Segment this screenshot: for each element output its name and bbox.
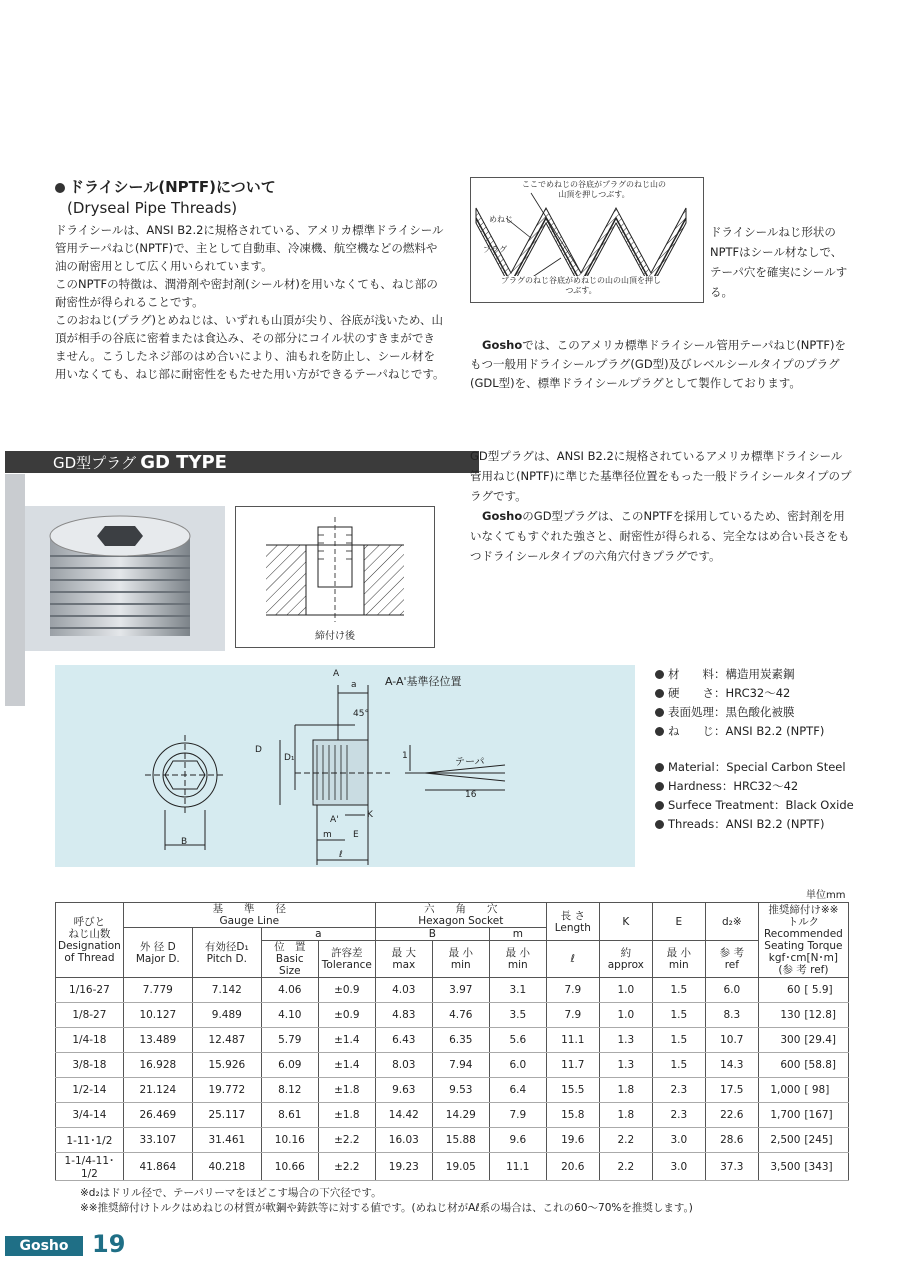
intro-subtitle: (Dryseal Pipe Threads) — [67, 199, 238, 217]
table-cell: 7.9 — [489, 1103, 546, 1128]
bullet-icon — [655, 782, 664, 791]
table-cell: 2.3 — [652, 1078, 705, 1103]
spec-row: Threads：ANSI B2.2 (NPTF) — [655, 815, 875, 834]
table-cell: 1.0 — [599, 978, 652, 1003]
side-bar — [5, 474, 25, 706]
table-cell: 15.8 — [546, 1103, 599, 1128]
table-cell: 3,500 — [758, 1153, 802, 1181]
table-cell: 1.8 — [599, 1078, 652, 1103]
table-cell: ±1.8 — [318, 1103, 375, 1128]
spec-table — [55, 902, 849, 1181]
drawing-title: A-A'基準径位置 — [385, 675, 462, 688]
table-cell: 19.6 — [546, 1128, 599, 1153]
table-cell: 40.218 — [192, 1153, 261, 1181]
table-cell: 2.3 — [652, 1103, 705, 1128]
bullet-icon — [655, 689, 664, 698]
gosho-paragraph-1: Goshoでは、このアメリカ標準ドライシール管用テーパねじ(NPTF)をもつ一般用ドライシールプラグ(GD型)及びレベルシールタイプのプラグ(GDL型)を、標準ドライシールプラグとして製作しております。 — [470, 338, 846, 390]
drawing-label-a2: A' — [330, 815, 339, 825]
table-cell: 6.35 — [432, 1028, 489, 1053]
table-cell: 19.05 — [432, 1153, 489, 1181]
table-cell: 20.6 — [546, 1153, 599, 1181]
table-row — [56, 1003, 849, 1028]
table-cell: 9.6 — [489, 1128, 546, 1153]
notes — [80, 1186, 850, 1216]
intro-paragraph: このNPTFの特徴は、潤滑剤や密封剤(シール材)を用いなくても、ねじ部の耐密性が得られることです。 — [55, 277, 438, 309]
table-cell: 1.8 — [599, 1103, 652, 1128]
note-line: ※d₂はドリル径で、テーパリーマをほどこす場合の下穴径です。 — [80, 1187, 382, 1199]
drawing-label-a: A — [333, 669, 340, 679]
table-cell: 11.7 — [546, 1053, 599, 1078]
specs-jp — [655, 665, 865, 741]
gd-paragraph: GD型プラグは、ANSI B2.2に規格されているアメリカ標準ドライシール管用ねじ(NPTF)に準じた基準径位置をもった一般ドライシールタイプのプラグです。 GoshoのGD型プラグは、このNPTFを採用しているため、密封剤を用いなくてもすぐれた強さと、耐密性が得られる、完全なはめ合い長さをもつドライシールタイプの六角穴付きプラグです。 — [470, 449, 852, 563]
th-torque: 推奨締付け※※ トルク Recommended Seating Torque kgf･cm[N･m] (参 考 ref) — [758, 903, 848, 978]
table-cell: 15.5 — [546, 1078, 599, 1103]
th-k: K — [599, 903, 652, 941]
th-d2ref: 参 考 ref — [705, 941, 758, 978]
table-cell-designation: 1/4-18 — [56, 1028, 124, 1053]
table-cell: 1.0 — [599, 1003, 652, 1028]
table-cell: 7.779 — [123, 978, 192, 1003]
section-caption: 締付け後 — [315, 631, 355, 642]
specs-en — [655, 758, 875, 834]
table-cell-designation: 1-11･1/2 — [56, 1128, 124, 1153]
table-cell: 130 — [758, 1003, 802, 1028]
drawing-label-l: ℓ — [339, 850, 343, 860]
table-cell: 37.3 — [705, 1153, 758, 1181]
drawing-label-1: 1 — [402, 751, 408, 761]
table-cell: 4.83 — [375, 1003, 432, 1028]
th-l: ℓ — [546, 941, 599, 978]
th-bmax: 最 大 max — [375, 941, 432, 978]
table-cell: 2,500 — [758, 1128, 802, 1153]
th-major: 外 径 D Major D. — [123, 928, 192, 978]
table-cell: 1.5 — [652, 1053, 705, 1078]
table-cell: 7.142 — [192, 978, 261, 1003]
table-cell: 16.03 — [375, 1128, 432, 1153]
spec-row: Hardness：HRC32〜42 — [655, 777, 875, 796]
gd-band-en: GD TYPE — [140, 451, 227, 473]
table-cell-designation: 3/8-18 — [56, 1053, 124, 1078]
table-cell: [245] — [802, 1128, 848, 1153]
dimension-drawing — [55, 665, 635, 867]
table-cell: 9.489 — [192, 1003, 261, 1028]
table-cell: 17.5 — [705, 1078, 758, 1103]
unit-label: 単位mm — [806, 890, 846, 901]
table-cell-designation: 1-1/4-11･1/2 — [56, 1153, 124, 1181]
page-number: 19 — [92, 1230, 126, 1258]
table-cell: 15.926 — [192, 1053, 261, 1078]
table-cell: 1,000 — [758, 1078, 802, 1103]
table-cell: 4.10 — [261, 1003, 318, 1028]
th-m: m — [489, 928, 546, 941]
table-cell: [29.4] — [802, 1028, 848, 1053]
bullet-icon — [655, 708, 664, 717]
drawing-label-angle: 45° — [353, 709, 369, 719]
th-pos: 位 置 Basic Size — [261, 941, 318, 978]
table-cell: 2.2 — [599, 1128, 652, 1153]
plug-photo — [25, 506, 225, 651]
plug-photo-illustration — [25, 506, 225, 651]
bullet-icon — [655, 820, 664, 829]
table-cell: [ 98] — [802, 1078, 848, 1103]
table-cell: 21.124 — [123, 1078, 192, 1103]
table-cell: 10.7 — [705, 1028, 758, 1053]
table-cell: 9.63 — [375, 1078, 432, 1103]
table-cell: 33.107 — [123, 1128, 192, 1153]
table-row — [56, 1103, 849, 1128]
table-cell: 22.6 — [705, 1103, 758, 1128]
table-cell: 15.88 — [432, 1128, 489, 1153]
drawing-label-taper: テーパ — [455, 757, 485, 768]
brand-gosho: Gosho — [482, 509, 523, 523]
table-cell: 25.117 — [192, 1103, 261, 1128]
table-cell: 6.0 — [705, 978, 758, 1003]
table-cell: 11.1 — [489, 1153, 546, 1181]
table-cell: 1.5 — [652, 978, 705, 1003]
th-tol: 許容差 Tolerance — [318, 941, 375, 978]
table-cell: ±1.4 — [318, 1053, 375, 1078]
table-cell: 6.09 — [261, 1053, 318, 1078]
spec-row: Surfece Treatment：Black Oxide — [655, 796, 875, 815]
table-cell: ±1.4 — [318, 1028, 375, 1053]
th-kapprox: 約 approx — [599, 941, 652, 978]
table-cell: 8.12 — [261, 1078, 318, 1103]
intro-title: ドライシール(NPTF)について — [55, 176, 445, 197]
table-cell: 3.1 — [489, 978, 546, 1003]
bullet-icon — [55, 183, 65, 193]
section-drawing — [236, 507, 434, 647]
table-cell: 9.53 — [432, 1078, 489, 1103]
table-cell: 26.469 — [123, 1103, 192, 1128]
note-line: ※※推奨締付けトルクはめねじの材質が軟鋼や鋳鉄等に対する値です。(めねじ材がAℓ系の場合は、これの60〜70%を推奨します。) — [80, 1202, 693, 1214]
table-cell: 3.5 — [489, 1003, 546, 1028]
bullet-icon — [655, 801, 664, 810]
table-cell: 1.3 — [599, 1028, 652, 1053]
table-cell: ±0.9 — [318, 978, 375, 1003]
spec-row: 表面処理：黒色酸化被膜 — [655, 703, 865, 722]
brand-gosho: Gosho — [482, 338, 523, 352]
table-cell: 7.9 — [546, 978, 599, 1003]
intro-paragraph: ドライシールは、ANSI B2.2に規格されている、アメリカ標準ドライシール管用テーパねじ(NPTF)で、主として自動車、冷凍機、航空機などの燃料や油の耐密用として広く用いられています。 — [55, 223, 444, 273]
table-cell: 3.97 — [432, 978, 489, 1003]
table-cell: ±2.2 — [318, 1128, 375, 1153]
th-e: E — [652, 903, 705, 941]
thread-side-text: ドライシールねじ形状のNPTFはシール材なしで、テーパ穴を確実にシールする。 — [710, 225, 848, 299]
table-cell: 31.461 — [192, 1128, 261, 1153]
drawing-label-sa: a — [351, 680, 357, 690]
drawing-label-b: B — [181, 837, 188, 847]
table-row — [56, 978, 849, 1003]
table-cell: ±2.2 — [318, 1153, 375, 1181]
table-cell: 8.3 — [705, 1003, 758, 1028]
table-cell: 11.1 — [546, 1028, 599, 1053]
bullet-icon — [655, 670, 664, 679]
table-cell: 14.29 — [432, 1103, 489, 1128]
bullet-icon — [655, 727, 664, 736]
table-cell: 14.42 — [375, 1103, 432, 1128]
table-cell: 5.6 — [489, 1028, 546, 1053]
table-cell: [58.8] — [802, 1053, 848, 1078]
thread-label-top: ここでめねじの谷底がプラグのねじ山の山頂を押しつぶす。 — [522, 180, 666, 199]
table-cell: 41.864 — [123, 1153, 192, 1181]
table-cell: 10.66 — [261, 1153, 318, 1181]
table-cell: [343] — [802, 1153, 848, 1181]
drawing-label-d: D — [255, 745, 262, 755]
table-cell: 1,700 — [758, 1103, 802, 1128]
footer-brand: Gosho — [5, 1236, 83, 1256]
table-cell: 10.16 — [261, 1128, 318, 1153]
table-cell: 28.6 — [705, 1128, 758, 1153]
gd-band-jp: GD型プラグ — [53, 453, 137, 472]
th-a: a — [261, 928, 375, 941]
table-cell: 16.928 — [123, 1053, 192, 1078]
table-cell: 14.3 — [705, 1053, 758, 1078]
table-cell: 60 — [758, 978, 802, 1003]
table-cell: 7.94 — [432, 1053, 489, 1078]
table-row — [56, 1153, 849, 1181]
table-cell: 4.06 — [261, 978, 318, 1003]
table-cell: 19.23 — [375, 1153, 432, 1181]
drawing-label-m: m — [323, 830, 332, 840]
table-cell: 2.2 — [599, 1153, 652, 1181]
drawing-label-16: 16 — [465, 790, 477, 800]
thread-label-plug: プラグ — [483, 245, 507, 254]
table-row — [56, 1028, 849, 1053]
section-figure — [235, 506, 435, 648]
drawing-label-e: E — [353, 830, 359, 840]
table-cell: [ 5.9] — [802, 978, 848, 1003]
thread-figure — [470, 177, 704, 303]
table-cell: ±1.8 — [318, 1078, 375, 1103]
table-cell: 600 — [758, 1053, 802, 1078]
th-hex: 六 角 穴 Hexagon Socket — [375, 903, 546, 928]
thread-label-bottom: プラグのねじ谷底がめねじの山の山頂を押しつぶす。 — [501, 276, 661, 295]
intro-body — [55, 221, 445, 383]
table-cell-designation: 1/2-14 — [56, 1078, 124, 1103]
intro-paragraph: このおねじ(プラグ)とめねじは、いずれも山頂が尖り、谷底が浅いため、山頂が相手の谷底に密着または食込み、その部分にコイル状のすきまができません。こうしたネジ部のはめ合いにより、油もれを防止し、シール材を用いなくても、ねじ部に耐密性をもたせた用い方ができるテーパねじです。 — [55, 313, 445, 381]
table-cell: 13.489 — [123, 1028, 192, 1053]
th-designation: 呼びと ねじ山数 Designation of Thread — [56, 903, 124, 978]
spec-row: 材 料：構造用炭素鋼 — [655, 665, 865, 684]
table-cell: 4.03 — [375, 978, 432, 1003]
table-cell: 3.0 — [652, 1153, 705, 1181]
spec-row: Material：Special Carbon Steel — [655, 758, 875, 777]
table-row — [56, 1078, 849, 1103]
table-cell: ±0.9 — [318, 1003, 375, 1028]
table-cell: 3.0 — [652, 1128, 705, 1153]
table-cell: 6.43 — [375, 1028, 432, 1053]
table-row — [56, 1053, 849, 1078]
th-b: B — [375, 928, 489, 941]
table-cell: 6.0 — [489, 1053, 546, 1078]
th-gauge: 基 準 径 Gauge Line — [123, 903, 375, 928]
th-bmin: 最 小 min — [432, 941, 489, 978]
table-cell: 300 — [758, 1028, 802, 1053]
drawing-label-k: K — [367, 810, 373, 820]
table-cell-designation: 3/4-14 — [56, 1103, 124, 1128]
table-cell: 7.9 — [546, 1003, 599, 1028]
table-cell: 4.76 — [432, 1003, 489, 1028]
th-d2: d₂※ — [705, 903, 758, 941]
th-mmin: 最 小 min — [489, 941, 546, 978]
table-row — [56, 1128, 849, 1153]
table-cell: 1.5 — [652, 1028, 705, 1053]
gd-type-band — [5, 451, 479, 473]
th-pitch: 有効径D₁ Pitch D. — [192, 928, 261, 978]
thread-label-female: めねじ — [489, 215, 513, 224]
spec-row: 硬 さ：HRC32〜42 — [655, 684, 865, 703]
table-cell: 1.5 — [652, 1003, 705, 1028]
table-cell: 19.772 — [192, 1078, 261, 1103]
technical-drawing — [55, 665, 635, 867]
table-cell: 12.487 — [192, 1028, 261, 1053]
table-cell-designation: 1/8-27 — [56, 1003, 124, 1028]
drawing-label-d1: D₁ — [284, 753, 295, 763]
bullet-icon — [655, 763, 664, 772]
table-cell: [12.8] — [802, 1003, 848, 1028]
table-cell: 1.3 — [599, 1053, 652, 1078]
th-length: 長 さ Length — [546, 903, 599, 941]
intro-section — [55, 176, 445, 383]
table-cell: 8.61 — [261, 1103, 318, 1128]
th-emin: 最 小 min — [652, 941, 705, 978]
table-cell: 8.03 — [375, 1053, 432, 1078]
table-cell: 10.127 — [123, 1003, 192, 1028]
spec-row: ね じ：ANSI B2.2 (NPTF) — [655, 722, 865, 741]
table-cell: 5.79 — [261, 1028, 318, 1053]
table-cell-designation: 1/16-27 — [56, 978, 124, 1003]
table-cell: 6.4 — [489, 1078, 546, 1103]
table-cell: [167] — [802, 1103, 848, 1128]
